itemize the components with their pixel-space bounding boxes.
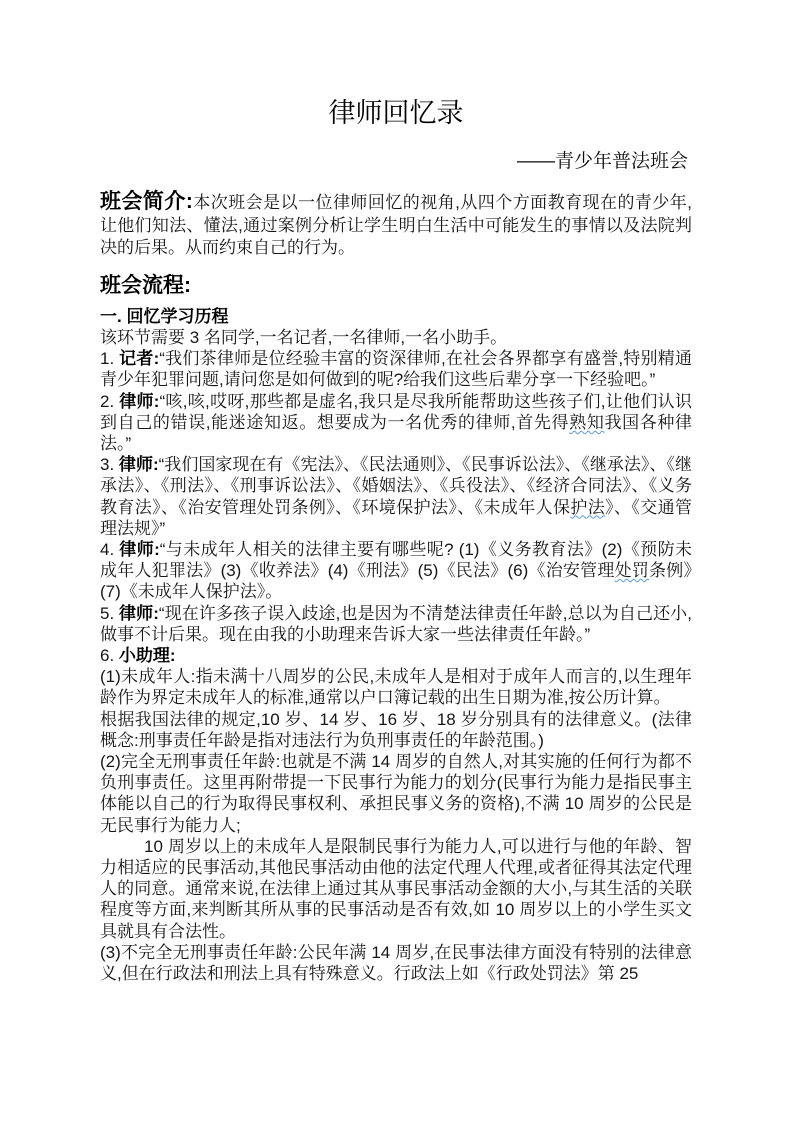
paragraph [100,348,692,390]
speaker-label: 记者: [119,349,160,369]
text-run: “我们国家现在有《宪法》、《民法通则》、《民事诉讼法》、《继承法》、《继承法》、《刑法》、《刑事诉讼法》、《婚姻法》、《兵役法》、《经济合同法》、《义务教育法》、《治安管理处罚条例》、《环境保护法》、《未成年人保 [100,455,692,517]
grammar-squiggle-text: 处罚 [614,561,650,581]
text-run: 条例》(7)《未成年人保护法》。 [100,561,693,602]
speaker-label: 小助理: [118,646,176,666]
text-run: 3. [100,455,119,475]
text-run: “我们茶律师是位经验丰富的资深律师,在社会各界都享有盛誉,特别精通青少年犯罪问题,请问您是如何做到的呢?给我们这些后辈分享一下经验吧。” [100,349,692,390]
speaker-label: 律师: [119,540,160,560]
intro-paragraph [100,191,692,260]
text-run: 根据我国法律的规定,10 岁、14 岁、16 岁、18 岁分别具有的法律意义。(法律概念:刑事责任年龄是指对违法行为负刑事责任的年龄范围。) [100,709,692,750]
paragraph [100,942,692,984]
paragraph [100,454,692,539]
paragraph [100,539,692,603]
paragraph [100,645,692,666]
text-run: 4. [100,540,120,560]
section-heading: 一. 回忆学习历程 [100,306,229,326]
paragraph [100,327,692,348]
text-run: 该环节需要 3 名同学,一名记者,一名律师,一名小助手。 [100,328,508,347]
text-run: 10 周岁以上的未成年人是限制民事行为能力人,可以进行与他的年龄、智力相适应的民事活动,其他民事活动由他的法定代理人代理,或者征得其法定代理人的同意。通常来说,在法律上通过其从事民事活动金额的大小,与其生活的关联程度等方面,来判断其所从事的民事活动是否有效,如 10 周岁以上的小学生买文具就具有合法性。 [100,836,692,941]
text-run: “与未成年人相关的法律主要有哪些呢? (1)《义务教育法》(2)《预防未成年人犯罪法》(3)《收养法》(4)《刑法》(5)《民法》(6)《治安管理 [100,540,692,581]
paragraph [100,391,692,455]
paragraph [100,751,692,836]
grammar-squiggle-text: 护法 [570,497,606,517]
text-run: 1. [100,349,120,369]
flow-heading: 班会流程: [100,273,191,297]
paragraph [100,603,692,645]
text-run: (3)不完全无刑事责任年龄:公民年满 14 周岁,在民事法律方面没有特别的法律意义,但在行政法和刑法上具有特殊意义。行政法上如《行政处罚法》第 25 [100,942,692,984]
intro-text: 本次班会是以一位律师回忆的视角,从四个方面教育现在的青少年,让他们知法、懂法,通过案例分析让学生明白生活中可能发生的事情以及法院判决的后果。从而约束自己的行为。 [100,193,692,257]
text-run: “现在许多孩子误入歧途,也是因为不清楚法律责任年龄,总以为自己还小,做事不计后果。现在由我的小助理来告诉大家一些法律责任年龄。” [100,603,692,644]
paragraph [100,836,692,942]
grammar-squiggle-text: 熟知 [569,412,605,432]
text-run: 6. [100,646,119,666]
paragraph [100,709,692,751]
text-run: 》、《交通管理法规》” [100,497,693,538]
speaker-label: 律师: [118,455,159,475]
document-edit-surface[interactable] [100,0,692,984]
text-run: “咳,咳,哎呀,那些都是虚名,我只是尽我所能帮助这些孩子们,让他们认识到自己的错误,能迷途知返。想要成为一名优秀的律师,首先得 [100,391,692,432]
text-run: 5. [100,603,120,623]
text-run: (2)完全无刑事责任年龄:也就是不满 14 周岁的自然人,对其实施的任何行为都不负刑事责任。这里再附带提一下民事行为能力的划分(民事行为能力是指民事主体能以自己的行为取得民事权利、承担民事义务的资格),不满 10 周岁的公民是无民事行为能力人; [100,752,692,835]
speaker-label: 律师: [119,391,160,411]
text-run: (1)未成年人:指未满十八周岁的公民,未成年人是相对于成年人而言的,以生理年龄作为界定未成年人的标准,通常以户口簿记载的出生日期为准,按公历计算。 [100,667,692,708]
intro-label: 班会简介: [100,190,193,213]
paragraph [100,666,692,708]
text-run: 我国各种律法。” [100,412,693,454]
speaker-label: 律师: [119,603,159,623]
page-title: 律师回忆录 [328,98,464,128]
body-paragraphs [100,327,692,984]
page-subtitle: ——青少年普法班会 [516,151,688,172]
text-run: 2. [100,391,120,411]
